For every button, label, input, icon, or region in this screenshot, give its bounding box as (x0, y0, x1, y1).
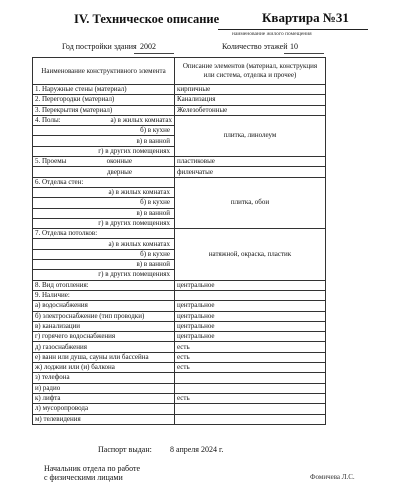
utility-label: м) телевидения (33, 414, 175, 424)
heating-label: 8. Вид отопления: (33, 280, 175, 290)
table-row (33, 352, 326, 362)
utility-value: центральное (175, 301, 326, 311)
row-label: 1. Наружные стены (материал) (33, 85, 175, 95)
openings-value-b: филенчатые (175, 167, 326, 177)
chief-title-line2: с физическими лицами (44, 473, 123, 482)
walls-sub-d: г) в других помещениях (33, 218, 175, 228)
table-row (33, 157, 326, 167)
table-row (33, 332, 326, 342)
apartment-number: Квартира №31 (262, 10, 349, 25)
utility-value: центральное (175, 311, 326, 321)
utilities-section-value (175, 290, 326, 300)
table-row (33, 229, 326, 239)
row-value: Железобетонные (175, 105, 326, 115)
header-element-name: Наименование конструктивного элемента (33, 58, 175, 85)
floors-value: 10 (290, 42, 298, 51)
utility-value: центральное (175, 332, 326, 342)
openings-sub-b: дверные (107, 167, 132, 176)
utility-label: а) водоснабжения (33, 301, 175, 311)
utility-label: з) телефона (33, 373, 175, 383)
table-row (33, 393, 326, 403)
apartment-caption: наименование жилого помещения (232, 31, 312, 37)
utility-label: и) радио (33, 383, 175, 393)
utility-value: есть (175, 363, 326, 373)
year-value: 2002 (140, 42, 156, 51)
utility-label: в) канализации (33, 321, 175, 331)
document-heading (0, 0, 414, 40)
openings-sub-a: оконные (106, 157, 132, 166)
table-row (33, 373, 326, 383)
floors-value: плитка, линолеум (175, 115, 326, 156)
row-value: кирпичные (175, 85, 326, 95)
utility-label: к) лифта (33, 393, 175, 403)
floors-sub-d: г) в других помещениях (33, 146, 175, 156)
table-row (33, 290, 326, 300)
utility-value: есть (175, 342, 326, 352)
walls-sub-c: в) в ванной (33, 208, 175, 218)
utility-label: д) газоснабжения (33, 342, 175, 352)
heating-value: центральное (175, 280, 326, 290)
utility-value: есть (175, 352, 326, 362)
signature-name: Фомичева Л.С. (310, 473, 355, 481)
utility-label: ж) лоджии или (и) балкона (33, 363, 175, 373)
walls-value: плитка, обои (175, 177, 326, 228)
ceilings-section-label: 7. Отделка потолков: (33, 229, 175, 239)
utility-label: г) горячего водоснабжения (33, 332, 175, 342)
table-row (33, 414, 326, 424)
row-label: 3. Перекрытия (материал) (33, 105, 175, 115)
ceilings-value: натяжной, окраска, пластик (175, 229, 326, 280)
row-value: Канализация (175, 95, 326, 105)
table-row (33, 85, 326, 95)
technical-description-table (32, 57, 326, 425)
floors-sub-c: в) в ванной (33, 136, 175, 146)
year-underline (134, 53, 174, 54)
walls-sub-a: а) в жилых комнатах (33, 187, 175, 197)
table-row (33, 301, 326, 311)
utility-value (175, 373, 326, 383)
utility-value: есть (175, 393, 326, 403)
walls-section-label: 6. Отделка стен: (33, 177, 175, 187)
row-label (33, 167, 175, 177)
year-label: Год постройки здания (62, 42, 137, 51)
building-meta (0, 40, 414, 56)
table-row (33, 167, 326, 177)
floors-sub-b: б) в кухне (33, 126, 175, 136)
table-row (33, 342, 326, 352)
passport-date: 8 апреля 2024 г. (170, 445, 224, 454)
table-row (33, 363, 326, 373)
table-row (33, 321, 326, 331)
floors-sub-a: а) в жилых комнатах (110, 116, 172, 125)
table-row (33, 115, 326, 125)
table-row (33, 280, 326, 290)
row-label: 2. Перегородки (материал) (33, 95, 175, 105)
ceilings-sub-c: в) в ванной (33, 260, 175, 270)
passport-label: Паспорт выдан: (98, 445, 152, 454)
ceilings-sub-a: а) в жилых комнатах (33, 239, 175, 249)
ceilings-sub-b: б) в кухне (33, 249, 175, 259)
table-row (33, 404, 326, 414)
utility-value: центральное (175, 321, 326, 331)
table-row (33, 311, 326, 321)
floors-label: Количество этажей (222, 42, 288, 51)
ceilings-sub-d: г) в других помещениях (33, 270, 175, 280)
utility-value (175, 414, 326, 424)
utility-value (175, 383, 326, 393)
table-header-row (33, 58, 326, 85)
floors-underline (284, 53, 324, 54)
document-footer (0, 440, 414, 480)
utility-label: б) электроснабжение (тип проводки) (33, 311, 175, 321)
row-label (33, 157, 175, 167)
row-label (33, 115, 175, 125)
chief-title-line1: Начальник отдела по работе (44, 464, 141, 473)
utilities-section-label: 9. Наличие: (33, 290, 175, 300)
walls-sub-b: б) в кухне (33, 198, 175, 208)
header-description: Описание элементов (материал, конструкция или система, отделка и прочее) (175, 58, 326, 85)
table-row (33, 177, 326, 187)
apartment-underline (218, 29, 368, 30)
utility-label: е) ванн или душа, сауны или бассейна (33, 352, 175, 362)
openings-label: 5. Проемы (35, 157, 67, 166)
table-row (33, 105, 326, 115)
section-title: IV. Техническое описание (74, 12, 220, 26)
table-row (33, 383, 326, 393)
openings-value-a: пластиковые (175, 157, 326, 167)
table-row (33, 95, 326, 105)
utility-label: л) мусоропровода (33, 404, 175, 414)
utility-value (175, 404, 326, 414)
floors-section-label: 4. Полы: (35, 116, 61, 125)
